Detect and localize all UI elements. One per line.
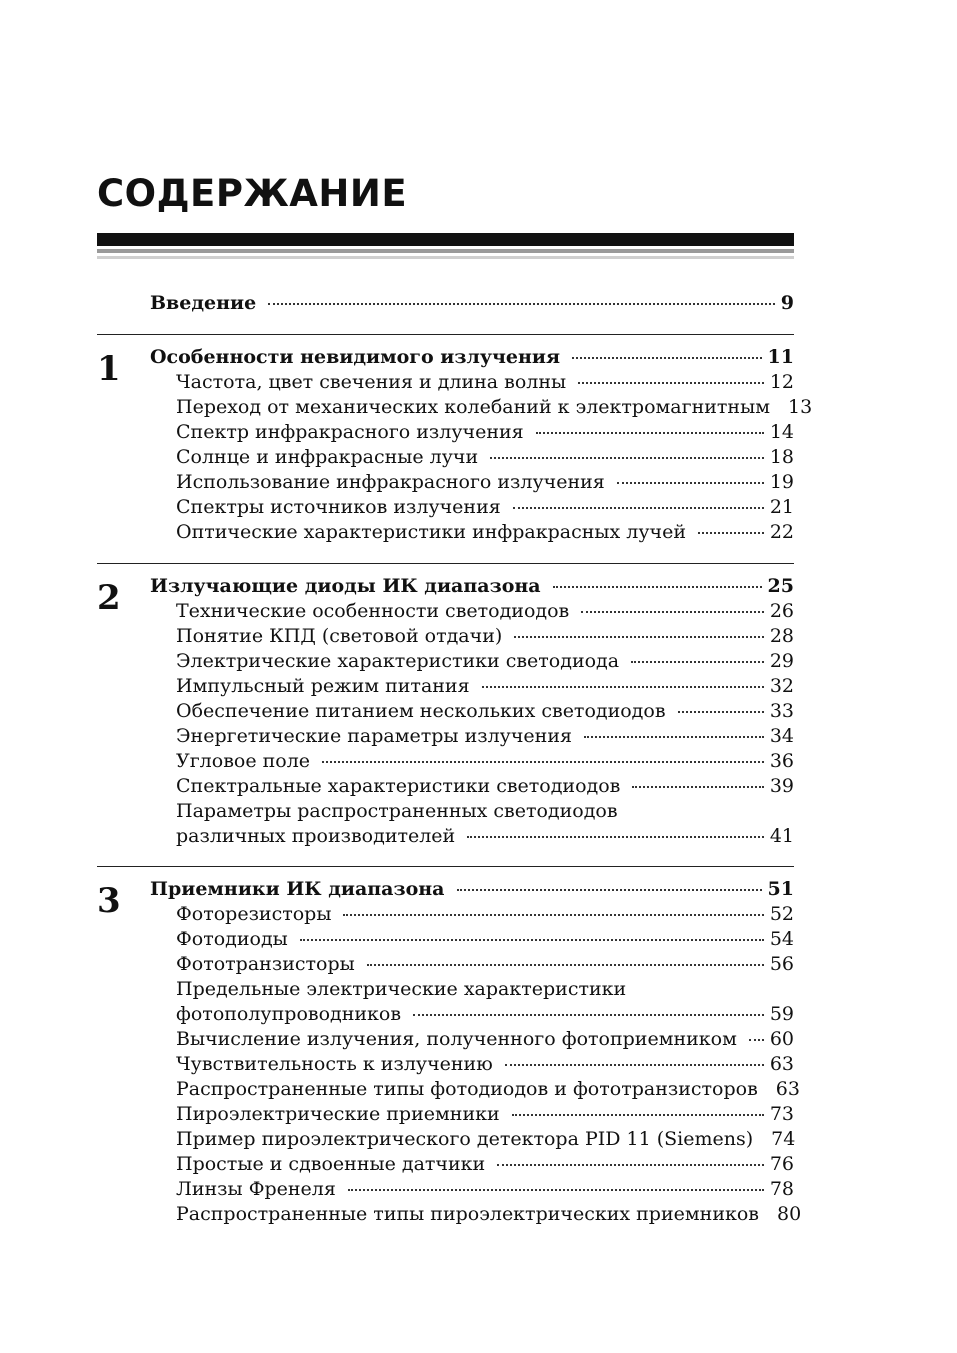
toc-entry[interactable] [176,370,794,395]
chapter-number: 1 [97,349,121,389]
chapter-title: Приемники ИК диапазона [150,878,445,900]
toc-entry[interactable] [176,649,794,674]
toc-entry[interactable] [176,724,794,749]
entry-title: Фоторезисторы [176,903,332,925]
entry-page: 22 [769,521,794,543]
entry-page: 76 [769,1153,794,1175]
entry-title: Технические особенности светодиодов [176,600,570,622]
entry-page: 21 [769,496,794,518]
leader-dots [467,836,764,838]
leader-dots [572,357,761,359]
toc-entry[interactable] [176,520,794,545]
toc-entry[interactable] [176,395,813,420]
entry-title: Параметры распространенных светодиодов [176,800,618,822]
toc-chapter[interactable] [150,345,794,370]
toc-entry[interactable] [176,495,794,520]
entry-title: Переход от механических колебаний к электромагнитным [176,396,770,418]
entry-title: Чувствительность к излучению [176,1053,493,1075]
entry-page: 13 [787,396,813,418]
toc-entry[interactable] [176,1202,802,1227]
toc-entry[interactable] [176,420,794,445]
leader-dots [581,611,764,613]
toc-entry[interactable] [176,902,794,927]
entry-page: 14 [769,421,794,443]
entry-title: Распространенные типы пироэлектрических приемников [176,1203,759,1225]
chapter-title: Особенности невидимого излучения [150,346,561,368]
toc-entry[interactable] [176,1102,794,1127]
toc-entry[interactable] [176,749,794,774]
toc-entry[interactable] [176,674,794,699]
entry-title: Спектральные характеристики светодиодов [176,775,621,797]
toc-entry[interactable] [176,1002,794,1027]
toc-entry[interactable] [176,1027,794,1052]
leader-dots [617,482,764,484]
leader-dots [553,586,762,588]
toc-entry[interactable] [176,774,794,799]
entry-title: Электрические характеристики светодиода [176,650,620,672]
toc-intro-title: Введение [150,292,257,314]
entry-title-continued: фотополупроводников [176,1003,402,1025]
entry-page: 54 [769,928,794,950]
leader-dots [367,964,764,966]
entry-title: Распространенные типы фотодиодов и фототранзисторов [176,1078,758,1100]
toc-entry[interactable] [176,1052,794,1077]
entry-page: 56 [769,953,794,975]
entry-page: 34 [769,725,794,747]
chapter-number: 3 [97,881,121,921]
leader-dots [513,507,764,509]
entry-page: 19 [769,471,794,493]
entry-title: Солнце и инфракрасные лучи [176,446,479,468]
leader-dots [348,1189,764,1191]
leader-dots [322,761,764,763]
entry-page: 36 [769,750,794,772]
leader-dots [343,914,763,916]
entry-page: 39 [769,775,794,797]
leader-dots [678,711,764,713]
leader-dots [632,786,763,788]
entry-page: 29 [769,650,794,672]
entry-page: 78 [769,1178,794,1200]
toc-entry[interactable] [176,1152,794,1177]
entry-page: 63 [769,1053,794,1075]
toc-entry[interactable] [176,699,794,724]
entry-page: 73 [769,1103,794,1125]
leader-dots [514,636,764,638]
leader-dots [512,1114,764,1116]
leader-dots [505,1064,764,1066]
entry-title: Импульсный режим питания [176,675,470,697]
leader-dots [578,382,764,384]
entry-page: 28 [769,625,794,647]
leader-dots [536,432,764,434]
entry-title: Фототранзисторы [176,953,355,975]
entry-page: 59 [769,1003,794,1025]
entry-page: 41 [769,825,794,847]
chapter-page: 11 [767,346,794,368]
entry-title: Спектры источников излучения [176,496,501,518]
entry-title: Оптические характеристики инфракрасных лучей [176,521,687,543]
toc-intro[interactable] [150,291,794,316]
entry-title: Обеспечение питанием нескольких светодиодов [176,700,666,722]
entry-page: 63 [775,1078,800,1100]
toc-entry[interactable] [176,1077,800,1102]
entry-title: Понятие КПД (световой отдачи) [176,625,503,647]
entry-page: 80 [777,1203,802,1225]
leader-dots [584,736,764,738]
toc-entry[interactable] [176,624,794,649]
leader-dots [413,1014,764,1016]
entry-page: 26 [769,600,794,622]
toc-entry[interactable] [176,952,794,977]
toc-entry[interactable] [176,824,794,849]
toc-entry-line1[interactable] [176,799,794,824]
entry-page: 32 [769,675,794,697]
toc-intro-page: 9 [780,292,794,314]
title-rule-gray [97,249,794,253]
leader-dots [482,686,764,688]
leader-dots [490,457,764,459]
leader-dots [497,1164,764,1166]
leader-dots [268,303,775,305]
toc-entry[interactable] [176,927,794,952]
toc-entry[interactable] [176,445,794,470]
leader-dots [749,1039,764,1041]
chapter-title: Излучающие диоды ИК диапазона [150,575,541,597]
entry-title: Угловое поле [176,750,311,772]
leader-dots [698,532,764,534]
entry-title: Спектр инфракрасного излучения [176,421,524,443]
section-divider [97,334,794,335]
entry-title: Предельные электрические характеристики [176,978,627,1000]
entry-title: Использование инфракрасного излучения [176,471,605,493]
entry-page: 33 [769,700,794,722]
toc-entry-line1[interactable] [176,977,794,1002]
toc-entry[interactable] [176,1177,794,1202]
chapter-number: 2 [97,578,121,618]
leader-dots [300,939,764,941]
entry-title: Фотодиоды [176,928,288,950]
toc-chapter[interactable] [150,877,794,902]
entry-page: 52 [769,903,794,925]
entry-page: 18 [769,446,794,468]
chapter-page: 51 [767,878,794,900]
toc-chapter[interactable] [150,574,794,599]
entry-title: Пример пироэлектрического детектора PID 11 (Siemens) [176,1128,754,1150]
title-rule-thick [97,233,794,246]
entry-title: Частота, цвет свечения и длина волны [176,371,567,393]
page-title: СОДЕРЖАНИЕ [97,172,408,215]
chapter-page: 25 [767,575,794,597]
toc-entry[interactable] [176,470,794,495]
toc-entry[interactable] [176,599,794,624]
entry-title: Вычисление излучения, полученного фотоприемником [176,1028,737,1050]
entry-title: Линзы Френеля [176,1178,336,1200]
entry-page: 60 [769,1028,794,1050]
leader-dots [457,889,762,891]
toc-entry[interactable] [176,1127,794,1152]
entry-page: 12 [769,371,794,393]
entry-title: Энергетические параметры излучения [176,725,572,747]
entry-title: Пироэлектрические приемники [176,1103,500,1125]
title-rule-light [97,256,794,259]
entry-title-continued: различных производителей [176,825,456,847]
entry-title: Простые и сдвоенные датчики [176,1153,486,1175]
entry-page: 74 [771,1128,796,1150]
section-divider [97,866,794,867]
leader-dots [631,661,764,663]
section-divider [97,563,794,564]
